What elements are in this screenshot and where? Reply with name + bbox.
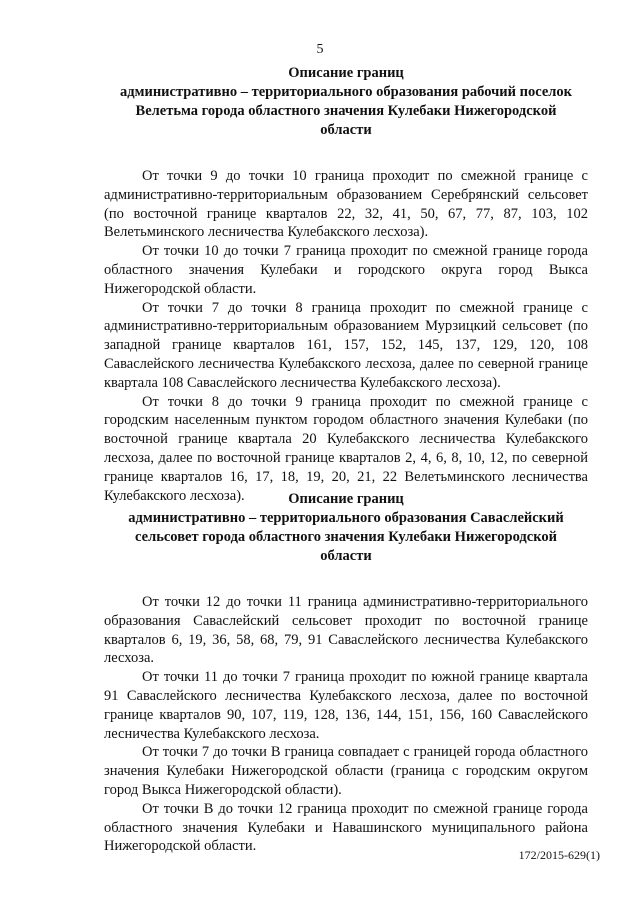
section-heading [104,64,588,140]
paragraph: От точки 10 до точки 7 граница проходит по смежной границе города областного значения Кулебаки и городского округа город Выкса Нижегородской области. [104,243,588,297]
paragraph: От точки 9 до точки 10 граница проходит по смежной границе с административно-территориальным образованием Серебрянский сельсовет (по восточной границе кварталов 22, 32, 41, 50, 67, 77, 87, 103, 102 Велетьминского лесничества Кулебакского лесхоза). [104,168,588,241]
heading-line: административно – территориального образования Саваслейский [128,510,564,526]
heading-line: Велетьма города областного значения Кулебаки Нижегородской [135,103,557,119]
heading-line: Описание границ [288,65,404,81]
heading-line: сельсовет города областного значения Кулебаки Нижегородской [135,529,557,545]
section-heading [104,490,588,566]
heading-line: административно – территориального образования рабочий поселок [120,84,572,100]
boundary-section-veletma [104,64,588,505]
paragraph: От точки 12 до точки 11 граница административно-территориального образования Саваслейский сельсовет проходит по восточной границе кварталов 6, 19, 36, 58, 68, 79, 91 Саваслейского лесничества Кулебакского лесхоза. [104,594,588,667]
heading-line: Описание границ [288,491,404,507]
page-number: 5 [316,42,324,57]
document-code: 172/2015-629(1) [518,848,600,862]
boundary-section-savasleyka [104,490,588,856]
heading-line: области [320,122,372,138]
paragraph: От точки 7 до точки 8 граница проходит по смежной границе с административно-территориальным образованием Мурзицкий сельсовет (по западной границе кварталов 161, 157, 152, 145, 137, 129, 120, 108 Саваслейского лесничества Кулебакского лесхоза, далее по северной границе квартала 108 Саваслейского лесничества Кулебакского лесхоза). [104,299,588,391]
paragraph: От точки 8 до точки 9 граница проходит по смежной границе с городским населенным пунктом городом областного значения Кулебаки (по восточной границе квартала 20 Кулебакского лесничества Кулебакского лесхоза, далее по восточной границе кварталов 2, 4, 6, 8, 10, 12, по северной границе кварталов 16, 17, 18, 19, 20, 21, 22 Велетьминского лесничества Кулебакского лесхоза). [104,393,588,504]
paragraph: От точки В до точки 12 граница проходит по смежной границе города областного значения Кулебаки и Навашинского муниципального района Нижегородской области. [104,800,588,855]
heading-line: области [320,548,372,564]
paragraph: От точки 11 до точки 7 граница проходит по южной границе квартала 91 Саваслейского лесничества Кулебакского лесхоза, далее по восточной границе кварталов 90, 107, 119, 128, 136, 144, 151, 156, 160 Саваслейского лесничества Кулебакского лесхоза. [104,669,588,742]
paragraph: От точки 7 до точки В граница совпадает с границей города областного значения Кулебаки Нижегородской области (граница с городским округом город Выкса Нижегородской области). [104,744,588,798]
